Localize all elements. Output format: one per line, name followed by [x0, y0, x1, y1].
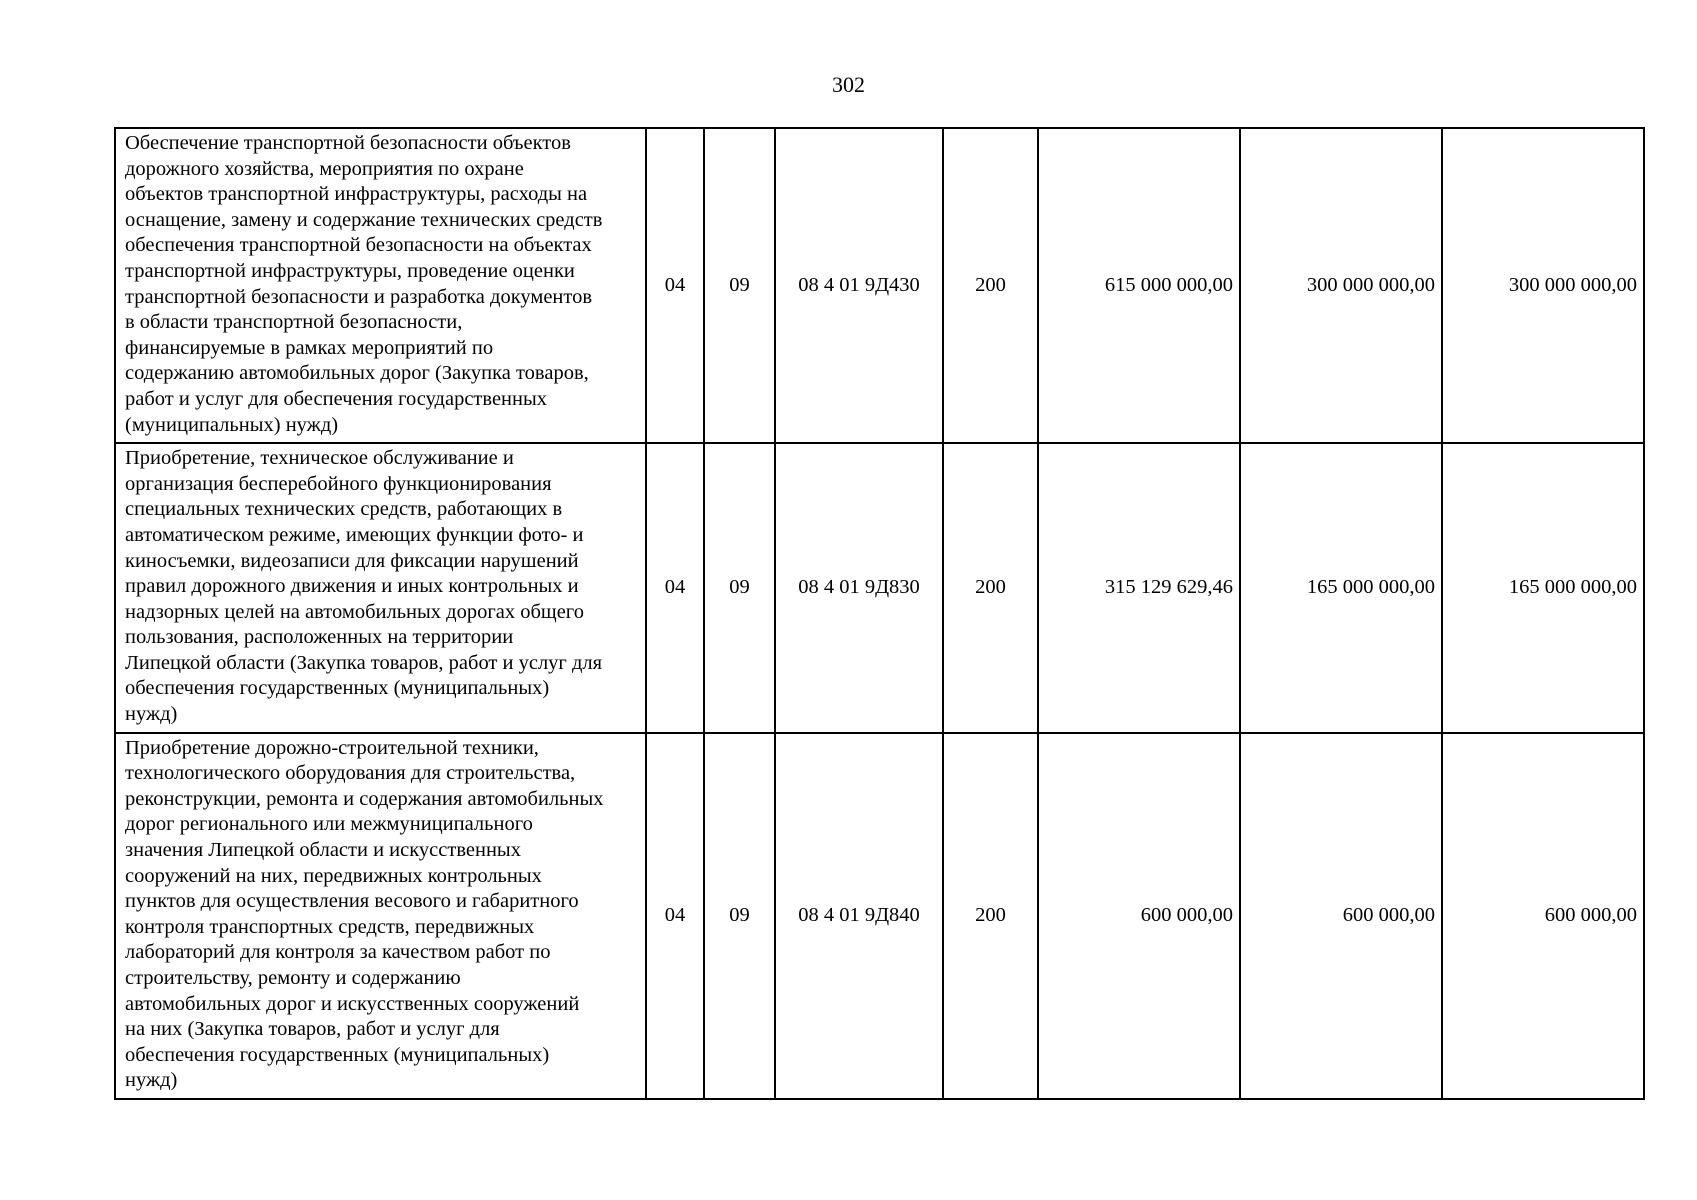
- sum-3-cell: 600 000,00: [1442, 733, 1644, 1099]
- podrazdel-cell: 09: [704, 443, 775, 733]
- expense-type-cell: 200: [943, 128, 1038, 443]
- sum-1-cell: 615 000 000,00: [1038, 128, 1240, 443]
- expense-type-cell: 200: [943, 443, 1038, 733]
- budget-table: [114, 127, 1645, 1100]
- expense-type-cell: 200: [943, 733, 1038, 1099]
- sum-1-cell: 315 129 629,46: [1038, 443, 1240, 733]
- page-number: 302: [832, 72, 865, 97]
- podrazdel-cell: 09: [704, 128, 775, 443]
- target-article-cell: 08 4 01 9Д430: [775, 128, 943, 443]
- sum-1-cell: 600 000,00: [1038, 733, 1240, 1099]
- table-row: [115, 128, 1644, 443]
- table-row: [115, 443, 1644, 733]
- razdel-cell: 04: [646, 733, 704, 1099]
- table-row: [115, 733, 1644, 1099]
- razdel-cell: 04: [646, 443, 704, 733]
- sum-2-cell: 600 000,00: [1240, 733, 1442, 1099]
- podrazdel-cell: 09: [704, 733, 775, 1099]
- sum-3-cell: 165 000 000,00: [1442, 443, 1644, 733]
- sum-3-cell: 300 000 000,00: [1442, 128, 1644, 443]
- razdel-cell: 04: [646, 128, 704, 443]
- row-description: Обеспечение транспортной безопасности объектов дорожного хозяйства, мероприятия по охране объектов транспортной инфраструктуры, расходы на оснащение, замену и содержание технических средств обеспечения транспортной безопасности на объектах транспортной инфраструктуры, проведение оценки транспортной безопасности и разработка документов в области транспортной безопасности, финансируемые в рамках мероприятий по содержанию автомобильных дорог (Закупка товаров, работ и услуг для обеспечения государственных (муниципальных) нужд): [115, 128, 646, 443]
- sum-2-cell: 300 000 000,00: [1240, 128, 1442, 443]
- row-description: Приобретение дорожно-строительной техники, технологического оборудования для строительства, реконструкции, ремонта и содержания автомобильных дорог регионального или межмуниципального значения Липецкой области и искусственных сооружений на них, передвижных контрольных пунктов для осуществления весового и габаритного контроля транспортных средств, передвижных лабораторий для контроля за качеством работ по строительству, ремонту и содержанию автомобильных дорог и искусственных сооружений на них (Закупка товаров, работ и услуг для обеспечения государственных (муниципальных) нужд): [115, 733, 646, 1099]
- target-article-cell: 08 4 01 9Д840: [775, 733, 943, 1099]
- sum-2-cell: 165 000 000,00: [1240, 443, 1442, 733]
- row-description: Приобретение, техническое обслуживание и организация бесперебойного функционирования специальных технических средств, работающих в автоматическом режиме, имеющих функции фото- и киносъемки, видеозаписи для фиксации нарушений правил дорожного движения и иных контрольных и надзорных целей на автомобильных дорогах общего пользования, расположенных на территории Липецкой области (Закупка товаров, работ и услуг для обеспечения государственных (муниципальных) нужд): [115, 443, 646, 733]
- target-article-cell: 08 4 01 9Д830: [775, 443, 943, 733]
